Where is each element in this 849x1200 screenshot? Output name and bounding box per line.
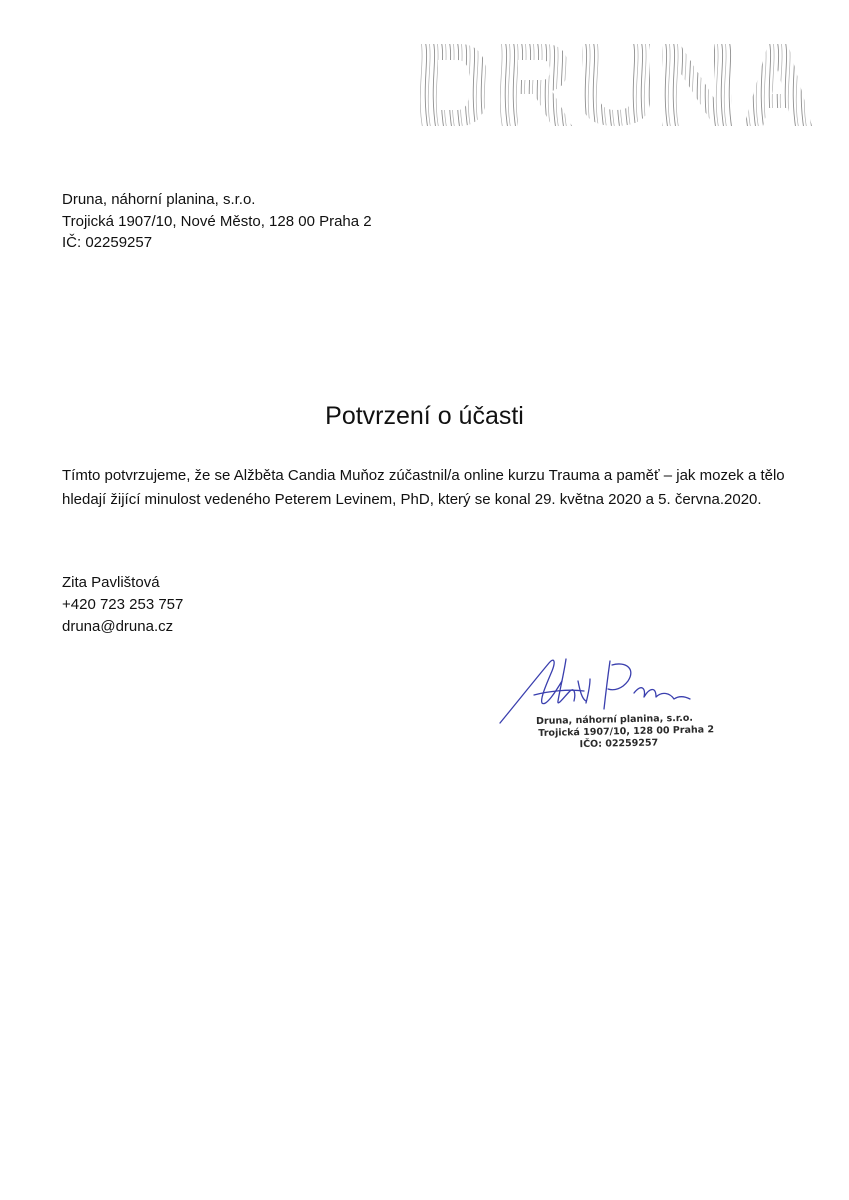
document-title: Potvrzení o účasti	[325, 402, 524, 430]
contact-block	[62, 572, 183, 638]
stamp-ico: IČO: 02259257	[579, 737, 659, 751]
contact-phone: +420 723 253 757	[62, 596, 184, 613]
sender-ic: IČ: 02259257	[62, 234, 153, 251]
contact-name: Zita Pavlištová	[62, 574, 160, 591]
sender-address: Trojická 1907/10, Nové Město, 128 00 Praha 2	[62, 212, 372, 230]
sender-company: Druna, náhorní planina, s.r.o.	[62, 191, 256, 208]
druna-logo	[416, 40, 812, 130]
sender-address-block	[62, 189, 372, 254]
confirmation-text: Tímto potvrzujeme, že se Alžběta Candia Muňoz zúčastnil/a online kurzu Trauma a paměť – jak mozek a tělo hledají žijící minulost vedeného Peterem Levinem, PhD, který se konal 29. května 2020 a 5. června.2020.	[62, 467, 785, 508]
company-stamp	[536, 712, 715, 752]
stamp-address: Trojická 1907/10, 128 00 Praha 2	[538, 724, 715, 739]
stamp-company: Druna, náhorní planina, s.r.o.	[536, 712, 694, 727]
contact-email: druna@druna.cz	[62, 618, 174, 635]
